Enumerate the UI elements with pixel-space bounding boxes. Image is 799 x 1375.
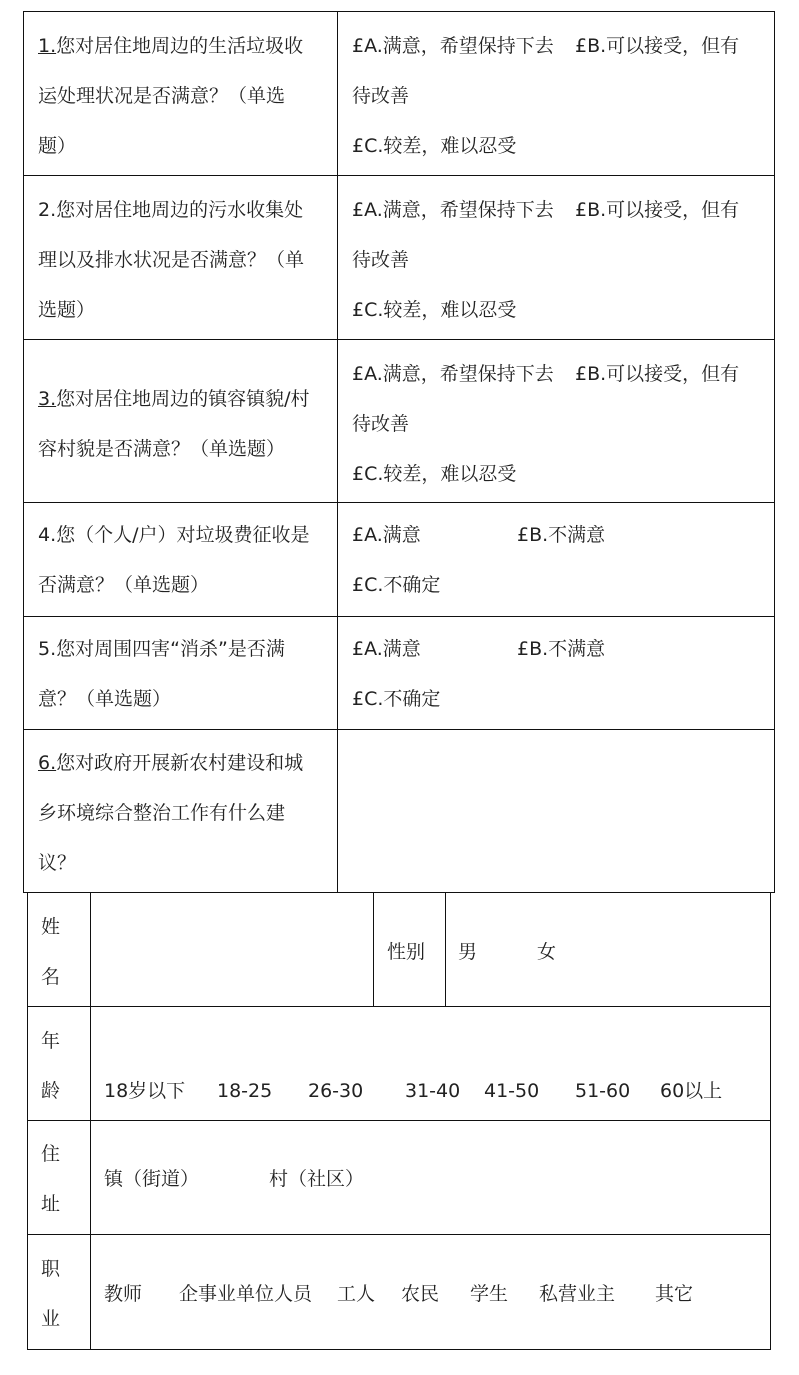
answer-cell-4 xyxy=(338,503,774,616)
question-4-line-1: 4.您（个人/户）对垃圾费征收是 xyxy=(38,524,310,546)
address-town-field[interactable]: 镇（街道） xyxy=(104,1168,200,1190)
q1-option-c[interactable]: £C.较差，难以忍受 xyxy=(352,135,517,157)
question-2-line-1: 2.您对居住地周边的污水收集处 xyxy=(38,199,304,221)
occupation-option[interactable]: 其它 xyxy=(655,1283,694,1305)
gender-option-male[interactable]: 男 xyxy=(458,941,478,963)
question-cell-1 xyxy=(24,12,338,175)
gender-option-female[interactable]: 女 xyxy=(537,941,557,963)
age-option[interactable]: 26-30 xyxy=(308,1080,364,1102)
satisfaction-survey-table xyxy=(23,11,775,893)
question-2-line-2: 理以及排水状况是否满意？（单 xyxy=(38,249,305,271)
question-cell-4 xyxy=(24,503,338,616)
question-5-line-1: 5.您对周围四害“消杀”是否满 xyxy=(38,638,285,660)
q2-option-c[interactable]: £C.较差，难以忍受 xyxy=(352,299,517,321)
question-2-line-3: 选题） xyxy=(38,299,96,321)
age-label-char-1: 年 xyxy=(41,1030,61,1052)
address-row xyxy=(28,1121,770,1235)
age-option[interactable]: 31-40 xyxy=(405,1080,461,1102)
question-1-line-2: 运处理状况是否满意？（单选 xyxy=(38,85,286,107)
question-row-4 xyxy=(24,503,774,617)
q2-option-a[interactable]: £A.满意，希望保持下去 xyxy=(352,199,554,221)
q3-option-c[interactable]: £C.较差，难以忍受 xyxy=(352,463,517,485)
gender-label: 性别 xyxy=(387,941,426,963)
occupation-option[interactable]: 私营业主 xyxy=(539,1283,616,1305)
question-5-line-2: 意？（单选题） xyxy=(38,688,172,710)
age-label-char-2: 龄 xyxy=(41,1080,61,1102)
q4-option-a[interactable]: £A.满意 xyxy=(352,524,421,546)
question-1-line-3: 题） xyxy=(38,135,77,157)
question-6-line-1: 6.您对政府开展新农村建设和城 xyxy=(38,752,304,774)
question-row-1 xyxy=(24,12,774,176)
answer-cell-5 xyxy=(338,617,774,729)
question-cell-6 xyxy=(24,730,338,892)
occupation-row xyxy=(28,1235,770,1349)
q1-option-b[interactable]: £B.可以接受，但有 xyxy=(575,35,740,57)
q2-option-b[interactable]: £B.可以接受，但有 xyxy=(575,199,740,221)
q1-option-a[interactable]: £A.满意，希望保持下去 xyxy=(352,35,554,57)
address-label-char-2: 址 xyxy=(41,1193,61,1215)
suggestion-answer-area[interactable] xyxy=(338,730,774,892)
age-option[interactable]: 18-25 xyxy=(217,1080,273,1102)
name-label-char-1: 姓 xyxy=(41,916,61,938)
answer-cell-3 xyxy=(338,340,774,502)
q3-option-a[interactable]: £A.满意，希望保持下去 xyxy=(352,363,554,385)
q4-option-c[interactable]: £C.不确定 xyxy=(352,574,441,596)
q5-option-c[interactable]: £C.不确定 xyxy=(352,688,441,710)
question-cell-2 xyxy=(24,176,338,339)
q3-option-b-continued: 待改善 xyxy=(352,413,410,435)
divider xyxy=(373,893,374,1006)
age-option[interactable]: 41-50 xyxy=(484,1080,540,1102)
question-row-2 xyxy=(24,176,774,340)
q1-option-b-continued: 待改善 xyxy=(352,85,410,107)
answer-cell-2 xyxy=(338,176,774,339)
occupation-label-cell xyxy=(28,1235,91,1349)
question-1-line-1: 1.您对居住地周边的生活垃圾收 xyxy=(38,35,304,57)
q2-option-b-continued: 待改善 xyxy=(352,249,410,271)
question-6-line-3: 议？ xyxy=(38,852,77,874)
age-option[interactable]: 18岁以下 xyxy=(104,1080,186,1102)
q4-option-b[interactable]: £B.不满意 xyxy=(517,524,606,546)
address-label-char-1: 住 xyxy=(41,1143,61,1165)
age-option[interactable]: 51-60 xyxy=(575,1080,631,1102)
q5-option-b[interactable]: £B.不满意 xyxy=(517,638,606,660)
question-row-3 xyxy=(24,340,774,503)
name-label-cell xyxy=(28,893,91,1006)
name-label-char-2: 名 xyxy=(41,966,61,988)
occupation-option[interactable]: 学生 xyxy=(470,1283,509,1305)
name-row xyxy=(28,893,770,1007)
question-4-line-2: 否满意？（单选题） xyxy=(38,574,210,596)
question-cell-5 xyxy=(24,617,338,729)
answer-cell-1 xyxy=(338,12,774,175)
address-village-field[interactable]: 村（社区） xyxy=(269,1168,365,1190)
q5-option-a[interactable]: £A.满意 xyxy=(352,638,421,660)
personal-info-table xyxy=(27,893,771,1350)
question-3-line-2: 容村貌是否满意？（单选题） xyxy=(38,438,286,460)
age-option[interactable]: 60以上 xyxy=(660,1080,723,1102)
occupation-label-char-2: 业 xyxy=(41,1308,61,1330)
question-3-line-1: 3.您对居住地周边的镇容镇貌/村 xyxy=(38,388,310,410)
age-label-cell xyxy=(28,1007,91,1120)
q3-option-b[interactable]: £B.可以接受，但有 xyxy=(575,363,740,385)
question-row-5 xyxy=(24,617,774,730)
occupation-option[interactable]: 教师 xyxy=(104,1283,143,1305)
name-input-area[interactable] xyxy=(91,893,373,1006)
occupation-option[interactable]: 农民 xyxy=(401,1283,440,1305)
occupation-option[interactable]: 企事业单位人员 xyxy=(179,1283,313,1305)
occupation-label-char-1: 职 xyxy=(41,1258,61,1280)
question-6-line-2: 乡环境综合整治工作有什么建 xyxy=(38,802,286,824)
address-label-cell xyxy=(28,1121,91,1234)
age-row xyxy=(28,1007,770,1121)
question-row-6 xyxy=(24,730,774,892)
occupation-option[interactable]: 工人 xyxy=(337,1283,376,1305)
divider xyxy=(445,893,446,1006)
question-cell-3 xyxy=(24,340,338,502)
